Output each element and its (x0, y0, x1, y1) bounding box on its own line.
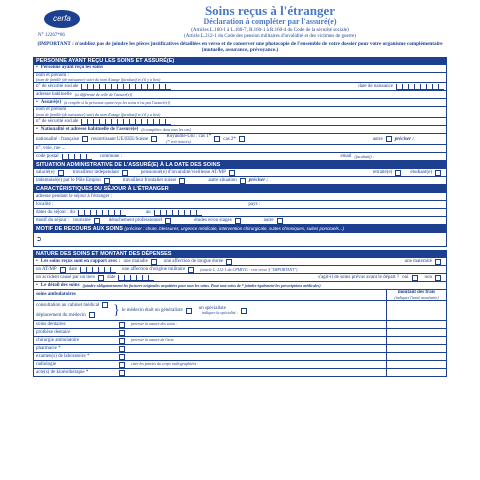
articles-line-2: (Article L.212-1 du Code des pension militaires d'invalidité et des victimes de guerre) (184, 33, 356, 39)
admin-row-1: salarié(e) travailleur indépendant pensionné(e) d'invalidité/vieillesse AT/MP retraité(e) étudiant(e) (33, 169, 447, 177)
frontalier-checkbox[interactable] (179, 178, 185, 184)
salarie-checkbox[interactable] (58, 170, 64, 176)
form-number: N° 12267*06 (38, 33, 65, 38)
at-checkbox[interactable] (60, 267, 66, 273)
care-surgery-row: chirurgie ambulatoire préciser la nature de l'acte (33, 337, 447, 345)
etudes-checkbox[interactable] (235, 218, 241, 224)
surgery-amount[interactable] (386, 337, 446, 344)
kine-checkbox[interactable] (119, 370, 125, 376)
radio-amount[interactable] (386, 361, 446, 368)
insured-nss-row[interactable]: n° de sécurité sociale (33, 118, 447, 126)
deplacement-checkbox[interactable] (89, 312, 95, 318)
cerfa-logo: cerfa (44, 10, 80, 28)
care-at-row: un AT/MP date une affection d'origine militaire (article L. 212-1 du CPMIVG - voir verso § "IMPORTANT") (33, 266, 447, 274)
person-name-field[interactable]: nom et prénom : (nom de famille (de naissance) suivi du nom d'usage (facultatif et s'il y a lieu) (33, 73, 447, 84)
consult-checkbox[interactable] (102, 302, 108, 308)
date-to-boxes[interactable] (154, 210, 202, 216)
pharmacie-checkbox[interactable] (119, 346, 125, 352)
care-tiers-row: un accident causé par un tiers date s'agit-il de soins prévus avant le départ ? oui non (33, 274, 447, 282)
insured-name-field[interactable]: nom et prénom (nom de famille (de naissance) suivi du nom d'usage (facultatif et s'il y a lieu) (33, 107, 447, 118)
section-beneficiary: PERSONNE AYANT REÇU LES SOINS ET ASSURÉ(E) (33, 57, 447, 65)
lab-amount[interactable] (386, 353, 446, 360)
arrow-icon: ➲ (36, 234, 42, 243)
care-table-header: soins ambulatoires montant des frais (indiquer l'unité monétaire) (33, 290, 447, 301)
form-subtitle: Déclaration à compléter par l'assuré(e) (203, 17, 337, 27)
pole-checkbox[interactable] (104, 178, 110, 184)
radio-checkbox[interactable] (119, 362, 125, 368)
detachement-checkbox[interactable] (165, 218, 171, 224)
specialiste-checkbox[interactable] (241, 308, 247, 314)
stay-address-field[interactable]: adresse pendant le séjour à l'étranger : (33, 193, 447, 201)
autre-situation-checkbox[interactable] (240, 178, 246, 184)
etudiant-checkbox[interactable] (435, 170, 441, 176)
labo-checkbox[interactable] (119, 354, 125, 360)
care-prosthesis-row: prothèse dentaire (33, 329, 447, 337)
postal-row[interactable]: code postal commune : email (facultatif) : (33, 153, 447, 161)
tiers-checkbox[interactable] (98, 275, 104, 281)
form-title: Soins reçus à l'étranger (204, 3, 336, 18)
generaliste-checkbox[interactable] (186, 308, 192, 314)
section-admin: SITUATION ADMINISTRATIVE DE L'ASSURÉ(E) À LA DATE DES SOINS (33, 161, 447, 169)
pension-checkbox[interactable] (229, 170, 235, 176)
person-nss-row[interactable]: n° de sécurité sociale date de naissance (33, 83, 447, 91)
care-consult-row: consultation au cabinet médical déplacement du médecin } le médecin était un généraliste un spécialiste indiquer la spécialité : (33, 301, 447, 321)
chirurgie-checkbox[interactable] (119, 338, 125, 344)
date-from-boxes[interactable] (78, 210, 126, 216)
stay-motif-row: motif du séjour : tourisme détachement professionnel études et/ou stages autre (33, 217, 447, 225)
nat-fr-checkbox[interactable] (82, 136, 88, 142)
dob-boxes[interactable] (396, 84, 444, 90)
care-dental-row: soins dentaires préciser la nature des soins : (33, 321, 447, 329)
prosthesis-amount[interactable] (386, 329, 446, 336)
prothese-checkbox[interactable] (119, 330, 125, 336)
stay-locality-row[interactable]: localité : pays : (33, 201, 447, 209)
maladie-checkbox[interactable] (151, 259, 157, 265)
care-lab-row: examen(s) de laboratoire * (33, 353, 447, 361)
stay-dates-row[interactable]: dates du séjour : du au (33, 209, 447, 217)
care-detail-heading: • Le détail des soins (joindre obligatoirement les factures originales acquittées pour tous les soins. Pour tout soins de * joindre également les prescriptions médicales) (33, 282, 447, 290)
consult-amount[interactable] (386, 301, 446, 320)
nss-boxes[interactable] (81, 84, 171, 90)
admin-row-2: indemnisé(e) par le Pôle Emploi travailleur frontalier suisse autre situation préciser : (33, 177, 447, 185)
articles-line-1: (Articles L.160-1 à L.160-7, R.160-1 à R.160-4 du Code de la sécurité sociale) (191, 28, 349, 34)
tiers-date-boxes[interactable] (118, 275, 154, 281)
tourisme-checkbox[interactable] (94, 218, 100, 224)
nationality-heading: • Nationalité et adresse habituelle de l'assuré(e) (à compléter dans tous les cas) (33, 126, 447, 134)
care-kine-row: acte(s) de kinésithérapie * (33, 369, 447, 377)
important-note: (IMPORTANT : n'oubliez pas de joindre les pièces justificatives détaillées en verso et de conserver une photocopie de l'ensemble de votre dossier pour votre organisme complémentaire (mutuelle, assurance, prévoyance.) (37, 41, 443, 53)
pharmacy-amount[interactable] (386, 345, 446, 352)
form-header (93, 4, 447, 39)
independant-checkbox[interactable] (122, 170, 128, 176)
dental-amount[interactable] (386, 321, 446, 328)
care-pharmacy-row: pharmacie * (33, 345, 447, 353)
section-stay: CARACTÉRISTIQUES DU SÉJOUR À L'ÉTRANGER (33, 185, 447, 193)
brace-icon: } (113, 302, 120, 318)
person-address-field[interactable]: adresse habituelle (si différente de celle de l'assuré(e)) (33, 91, 447, 99)
insured-heading: • Assuré(e) (à remplir si la personne ayant reçu les soins n'est pas l'assuré(e)) (33, 99, 447, 107)
section-care: NATURE DES SOINS ET MONTANT DES DÉPENSES (33, 250, 447, 258)
ald-checkbox[interactable] (226, 259, 232, 265)
care-radio-row: radiologie citer les parties du corps radiographiées : (33, 361, 447, 369)
retraite-checkbox[interactable] (395, 170, 401, 176)
oui-checkbox[interactable] (412, 275, 418, 281)
nationality-row: nationalité : française ressortissant UE/EEE/Suisse Royaume-Uni : cas 1* (* voir notices) cas 2* autre préciser : (33, 134, 447, 145)
nat-ru1-checkbox[interactable] (214, 136, 220, 142)
autre-motif-checkbox[interactable] (277, 218, 283, 224)
street-field[interactable]: n°, voie, rue ... (33, 145, 447, 153)
recourse-field[interactable] (33, 233, 447, 247)
kine-amount[interactable] (386, 369, 446, 376)
care-link-row: • Les soins reçus sont en rapport avec : une maladie une affection de longue durée une maternité (33, 258, 447, 266)
nat-ue-checkbox[interactable] (151, 136, 157, 142)
section-recourse: MOTIF DE RECOURS AUX SOINS (préciser : chute, blessures, urgence médicale, intervention chirurgicale, suites chroniques, suites ponctuels...) (33, 225, 447, 233)
dentaires-checkbox[interactable] (119, 322, 125, 328)
postal-boxes[interactable] (62, 154, 92, 160)
nat-ru2-checkbox[interactable] (239, 136, 245, 142)
person-heading: • Personne ayant reçu les soins (33, 65, 447, 73)
origine-checkbox[interactable] (188, 267, 194, 273)
maternite-checkbox[interactable] (435, 259, 441, 265)
non-checkbox[interactable] (435, 275, 441, 281)
nat-other-checkbox[interactable] (386, 136, 392, 142)
at-date-boxes[interactable] (80, 267, 116, 273)
insured-nss-boxes[interactable] (81, 119, 171, 125)
